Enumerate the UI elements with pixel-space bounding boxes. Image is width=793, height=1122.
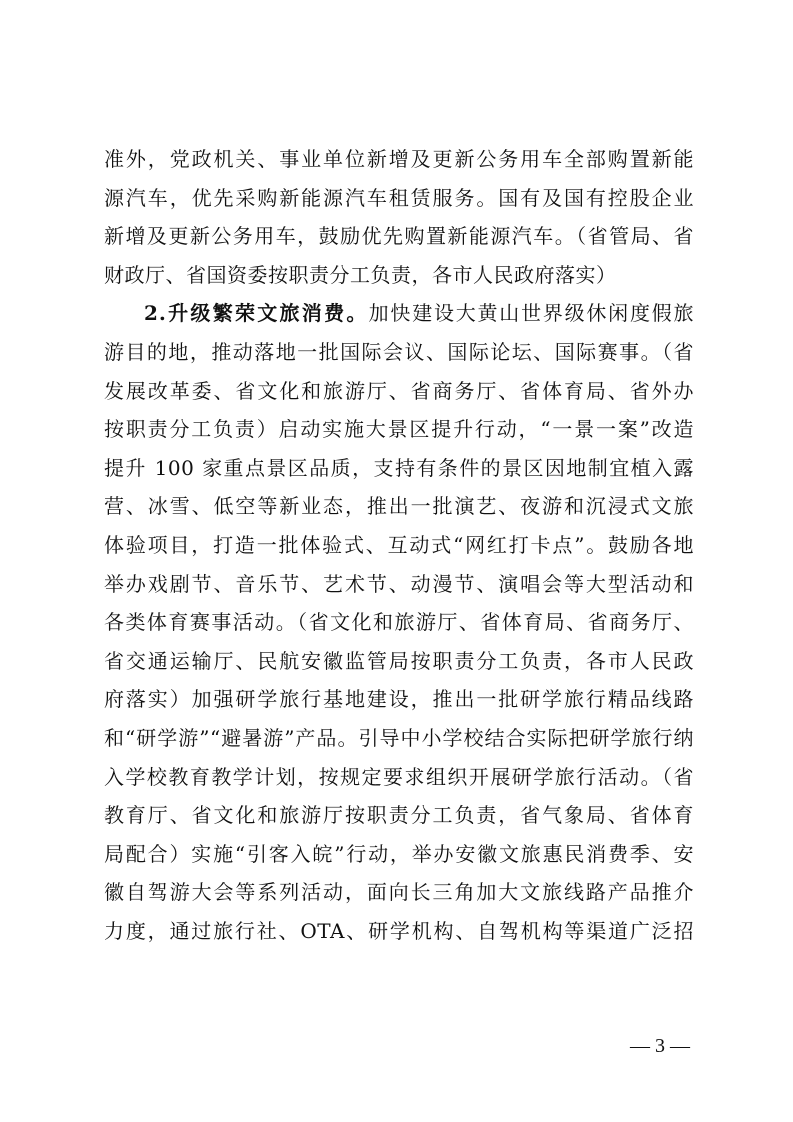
text-line: 源汽车，优先采购新能源汽车租赁服务。国有及国有控股企业 [104,185,694,210]
text-line: 各类体育赛事活动。（省文化和旅游厅、省体育局、省商务厅、 [104,610,694,635]
text-line: 准外，党政机关、事业单位新增及更新公务用车全部购置新能 [104,147,694,171]
section-first-line [104,294,694,333]
section-lead-text: 加快建设大黄山世界级休闲度假旅 [368,301,694,326]
text-line: 省交通运输厅、民航安徽监管局按职责分工负责，各市人民政 [104,648,694,673]
text-line: 体验项目，打造一批体验式、互动式“网红打卡点”。鼓励各地 [104,532,694,557]
body-text [104,140,694,950]
section-heading: 2.升级繁荣文旅消费。 [144,301,369,326]
text-line: 教育厅、省文化和旅游厅按职责分工负责，省气象局、省体育 [104,803,694,828]
text-line: 入学校教育教学计划，按规定要求组织开展研学旅行活动。（省 [104,764,694,789]
text-line: 徽自驾游大会等系列活动，面向长三角加大文旅线路产品推介 [104,880,694,905]
text-line: 按职责分工负责）启动实施大景区提升行动，“一景一案”改造 [104,417,694,442]
text-line: 营、冰雪、低空等新业态，推出一批演艺、夜游和沉浸式文旅 [104,494,694,519]
text-line: 府落实）加强研学旅行基地建设，推出一批研学旅行精品线路 [104,687,694,712]
text-line: 新增及更新公务用车，鼓励优先购置新能源汽车。（省管局、省 [104,224,694,249]
text-line: 财政厅、省国资委按职责分工负责，各市人民政府落实） [104,262,617,287]
page-number: — 3 — [630,1035,690,1057]
text-line: 提升 100 家重点景区品质，支持有条件的景区因地制宜植入露 [104,455,694,480]
text-line: 举办戏剧节、音乐节、艺术节、动漫节、演唱会等大型活动和 [104,571,694,596]
text-line: 游目的地，推动落地一批国际会议、国际论坛、国际赛事。（省 [104,339,694,364]
text-line: 力度，通过旅行社、OTA、研学机构、自驾机构等渠道广泛招 [104,918,694,943]
text-line: 和“研学游”“避暑游”产品。引导中小学校结合实际把研学旅行纳 [104,725,694,750]
text-line: 局配合）实施“引客入皖”行动，举办安徽文旅惠民消费季、安 [104,841,694,866]
text-line: 发展改革委、省文化和旅游厅、省商务厅、省体育局、省外办 [104,378,694,403]
